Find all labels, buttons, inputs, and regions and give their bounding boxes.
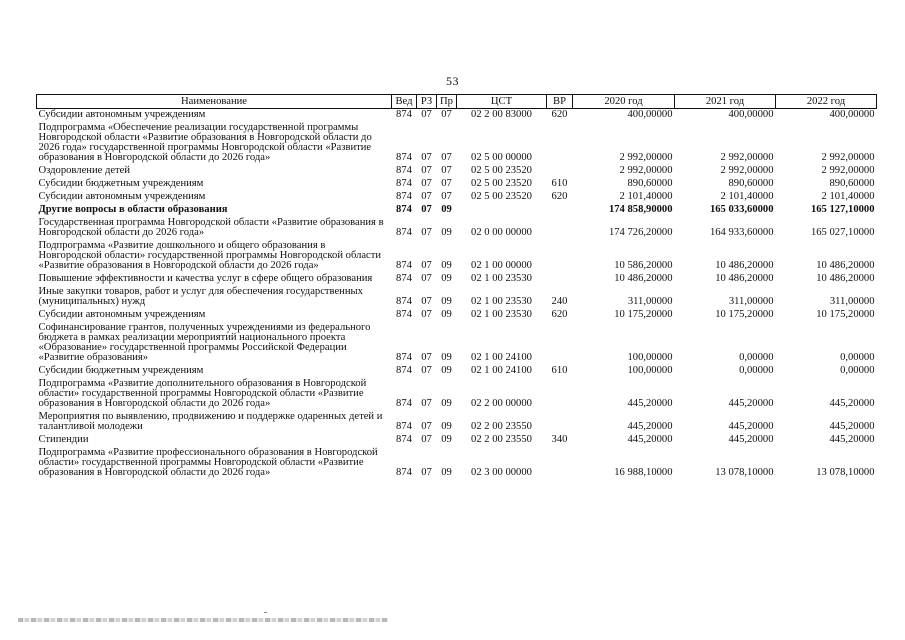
- row-rz: 07: [421, 109, 432, 120]
- table-row: [37, 240, 877, 273]
- row-cst: 02 2 00 23550: [471, 421, 532, 432]
- row-name: Субсидии автономным учреждениям: [38, 309, 206, 320]
- table-row: [37, 286, 877, 309]
- row-name: Субсидии автономным учреждениям: [38, 109, 206, 120]
- row-2020: 445,20000: [627, 421, 673, 432]
- row-ved: 874: [396, 398, 412, 409]
- table-row: [37, 191, 877, 204]
- row-pr: 09: [441, 421, 452, 432]
- row-name: Иные закупки товаров, работ и услуг для обеспечения государственных (муниципальных) нужд: [38, 286, 363, 307]
- header-pr: Пр: [437, 95, 457, 109]
- row-2022: 2 101,40000: [821, 191, 875, 202]
- row-rz: 07: [421, 352, 432, 363]
- row-2022: 890,60000: [829, 178, 875, 189]
- row-ved: 874: [396, 191, 412, 202]
- row-name: Мероприятия по выявлению, продвижению и поддержке одаренных детей и талантливой молодежи: [38, 411, 383, 432]
- table-row: [37, 309, 877, 322]
- row-rz: 07: [421, 296, 432, 307]
- row-rz: 07: [421, 398, 432, 409]
- row-cst: 02 1 00 23530: [471, 273, 532, 284]
- row-2021: 2 992,00000: [720, 152, 774, 163]
- scan-speck: [264, 612, 267, 613]
- table-row: [37, 165, 877, 178]
- row-2020: 100,00000: [627, 352, 673, 363]
- row-2020: 100,00000: [627, 365, 673, 376]
- row-cst: 02 1 00 24100: [471, 352, 532, 363]
- row-pr: 07: [441, 109, 452, 120]
- row-name: Стипендии: [38, 434, 89, 445]
- row-vr: [547, 322, 573, 365]
- row-name: Подпрограмма «Обеспечение реализации государственной программы Новгородской области «Развитие образования в Новгородской области до 2026 года» государственной программы Новгородской области «Развитие образования в Новгородской области до 2026 года»: [38, 122, 372, 163]
- header-vr: ВР: [547, 95, 573, 109]
- row-cst: 02 5 00 23520: [471, 165, 532, 176]
- table-row: [37, 365, 877, 378]
- row-cst: 02 2 00 00000: [471, 398, 532, 409]
- header-rz: РЗ: [417, 95, 437, 109]
- row-pr: 07: [441, 178, 452, 189]
- header-2021: 2021 год: [675, 95, 776, 109]
- row-2022: 10 486,20000: [816, 260, 875, 271]
- row-rz: 07: [421, 227, 432, 238]
- row-2020: 174 726,20000: [608, 227, 673, 238]
- row-cst: [457, 204, 547, 217]
- table-row: [37, 217, 877, 240]
- row-2020: 10 175,20000: [614, 309, 673, 320]
- row-pr: 07: [441, 191, 452, 202]
- row-name: Субсидии бюджетным учреждениям: [38, 365, 204, 376]
- row-pr: 09: [441, 352, 452, 363]
- header-cst: ЦСТ: [457, 95, 547, 109]
- table-row: [37, 273, 877, 286]
- row-2021: 10 486,20000: [715, 260, 774, 271]
- row-cst: 02 5 00 23520: [471, 191, 532, 202]
- row-rz: 07: [421, 365, 432, 376]
- row-2020: 2 992,00000: [619, 152, 673, 163]
- row-rz: 07: [421, 309, 432, 320]
- row-vr: [547, 204, 573, 217]
- row-cst: 02 2 00 23550: [471, 434, 532, 445]
- row-cst: 02 1 00 24100: [471, 365, 532, 376]
- row-ved: 874: [396, 421, 412, 432]
- row-rz: 07: [421, 421, 432, 432]
- row-vr: [547, 217, 573, 240]
- row-ved: 874: [396, 365, 412, 376]
- row-ved: 874: [396, 434, 412, 445]
- row-2022: 445,20000: [829, 421, 875, 432]
- budget-table: [36, 94, 877, 480]
- row-rz: 07: [421, 273, 432, 284]
- row-2021: 400,00000: [728, 109, 774, 120]
- row-name: Субсидии бюджетным учреждениям: [38, 178, 204, 189]
- row-cst: 02 5 00 00000: [471, 152, 532, 163]
- row-2020: 445,20000: [627, 398, 673, 409]
- scan-edge-mark: [18, 618, 388, 622]
- row-2021: 13 078,10000: [715, 467, 774, 478]
- row-2021: 890,60000: [728, 178, 774, 189]
- row-2022: 445,20000: [829, 434, 875, 445]
- row-2022: 165 127,10000: [810, 204, 875, 215]
- row-rz: 07: [421, 204, 432, 215]
- row-2020: 10 486,20000: [614, 273, 673, 284]
- row-ved: 874: [396, 273, 412, 284]
- row-vr: 340: [551, 434, 568, 445]
- page-number: 53: [446, 74, 459, 88]
- row-name: Оздоровление детей: [38, 165, 131, 176]
- table-row: [37, 378, 877, 411]
- table-row: [37, 204, 877, 217]
- row-2021: 445,20000: [728, 434, 774, 445]
- row-rz: 07: [421, 260, 432, 271]
- table-row: [37, 322, 877, 365]
- table-row: [37, 178, 877, 191]
- row-name: Софинансирование грантов, полученных учреждениями из федерального бюджета в рамках реализации мероприятий национального проекта «Образование» государственной программы Российской Федерации «Развитие образования»: [38, 322, 371, 363]
- row-rz: 07: [421, 191, 432, 202]
- table-row: [37, 434, 877, 447]
- row-ved: 874: [396, 352, 412, 363]
- row-ved: 874: [396, 152, 412, 163]
- row-name: Подпрограмма «Развитие дополнительного образования в Новгородской области» государственной программы Новгородской области «Развитие образования в Новгородской области до 2026 года»: [38, 378, 367, 409]
- row-2021: 2 992,00000: [720, 165, 774, 176]
- row-2022: 311,00000: [829, 296, 875, 307]
- row-2020: 445,20000: [627, 434, 673, 445]
- row-vr: [547, 447, 573, 480]
- row-2021: 445,20000: [728, 421, 774, 432]
- header-2020: 2020 год: [573, 95, 675, 109]
- row-ved: 874: [396, 165, 412, 176]
- row-ved: 874: [396, 260, 412, 271]
- row-2021: 10 175,20000: [715, 309, 774, 320]
- row-ved: 874: [396, 178, 412, 189]
- row-pr: 09: [441, 273, 452, 284]
- row-pr: 09: [441, 467, 452, 478]
- row-vr: [547, 273, 573, 286]
- row-2022: 445,20000: [829, 398, 875, 409]
- row-2022: 165 027,10000: [810, 227, 875, 238]
- row-pr: 09: [441, 227, 452, 238]
- row-2020: 174 858,90000: [608, 204, 673, 215]
- row-2022: 2 992,00000: [821, 152, 875, 163]
- row-pr: 09: [441, 260, 452, 271]
- row-name: Субсидии автономным учреждениям: [38, 191, 206, 202]
- row-pr: 07: [441, 152, 452, 163]
- row-2022: 10 175,20000: [816, 309, 875, 320]
- row-rz: 07: [421, 467, 432, 478]
- row-vr: 240: [551, 296, 568, 307]
- row-ved: 874: [396, 467, 412, 478]
- row-2021: 165 033,60000: [709, 204, 774, 215]
- row-vr: 610: [551, 178, 568, 189]
- row-pr: 09: [441, 365, 452, 376]
- row-cst: 02 3 00 00000: [471, 467, 532, 478]
- header-name: Наименование: [37, 95, 392, 109]
- table-row: [37, 411, 877, 434]
- row-2021: 445,20000: [728, 398, 774, 409]
- row-vr: 620: [551, 191, 568, 202]
- row-ved: 874: [396, 309, 412, 320]
- row-ved: 874: [396, 109, 412, 120]
- row-vr: [547, 411, 573, 434]
- row-name: Другие вопросы в области образования: [38, 204, 228, 215]
- row-cst: 02 1 00 00000: [471, 260, 532, 271]
- row-pr: 07: [441, 165, 452, 176]
- table-row: [37, 109, 877, 123]
- header-row: [37, 95, 877, 109]
- row-pr: 09: [441, 204, 452, 215]
- row-name: Подпрограмма «Развитие профессионального образования в Новгородской области» государственной программы Новгородской области «Развитие образования в Новгородской области до 2026 года»: [38, 447, 378, 478]
- row-cst: 02 2 00 83000: [471, 109, 532, 120]
- row-2022: 0,00000: [840, 352, 875, 363]
- row-cst: 02 1 00 23530: [471, 296, 532, 307]
- row-2021: 164 933,60000: [709, 227, 774, 238]
- row-2020: 2 101,40000: [619, 191, 673, 202]
- row-ved: 874: [396, 204, 412, 215]
- table-row: [37, 122, 877, 165]
- row-vr: [547, 240, 573, 273]
- row-2022: 0,00000: [840, 365, 875, 376]
- row-name: Повышение эффективности и качества услуг в сфере общего образования: [38, 273, 373, 284]
- header-ved: Вед: [392, 95, 417, 109]
- row-vr: [547, 378, 573, 411]
- row-2022: 2 992,00000: [821, 165, 875, 176]
- row-pr: 09: [441, 398, 452, 409]
- row-cst: 02 5 00 23520: [471, 178, 532, 189]
- table-body: [37, 109, 877, 481]
- row-2022: 10 486,20000: [816, 273, 875, 284]
- row-pr: 09: [441, 296, 452, 307]
- row-rz: 07: [421, 152, 432, 163]
- header-2022: 2022 год: [776, 95, 877, 109]
- table-row: [37, 447, 877, 480]
- row-2021: 0,00000: [739, 365, 774, 376]
- row-2020: 10 586,20000: [614, 260, 673, 271]
- row-2020: 400,00000: [627, 109, 673, 120]
- row-rz: 07: [421, 434, 432, 445]
- row-vr: 620: [551, 309, 568, 320]
- row-pr: 09: [441, 434, 452, 445]
- row-2020: 311,00000: [627, 296, 673, 307]
- row-2020: 2 992,00000: [619, 165, 673, 176]
- row-name: Подпрограмма «Развитие дошкольного и общего образования в Новгородской области» государственной программы Новгородской области «Развитие образования в Новгородской области до 2026 года»: [38, 240, 382, 271]
- row-2021: 0,00000: [739, 352, 774, 363]
- row-vr: 610: [551, 365, 568, 376]
- row-2021: 311,00000: [728, 296, 774, 307]
- row-vr: [547, 165, 573, 178]
- row-pr: 09: [441, 309, 452, 320]
- row-ved: 874: [396, 227, 412, 238]
- row-2020: 890,60000: [627, 178, 673, 189]
- row-vr: 620: [551, 109, 568, 120]
- row-cst: 02 1 00 23530: [471, 309, 532, 320]
- row-ved: 874: [396, 296, 412, 307]
- row-cst: 02 0 00 00000: [471, 227, 532, 238]
- row-vr: [547, 122, 573, 165]
- row-2022: 400,00000: [829, 109, 875, 120]
- row-2022: 13 078,10000: [816, 467, 875, 478]
- row-rz: 07: [421, 165, 432, 176]
- row-2021: 2 101,40000: [720, 191, 774, 202]
- row-name: Государственная программа Новгородской области «Развитие образования в Новгородской области до 2026 года»: [38, 217, 384, 238]
- row-2021: 10 486,20000: [715, 273, 774, 284]
- row-rz: 07: [421, 178, 432, 189]
- row-2020: 16 988,10000: [614, 467, 673, 478]
